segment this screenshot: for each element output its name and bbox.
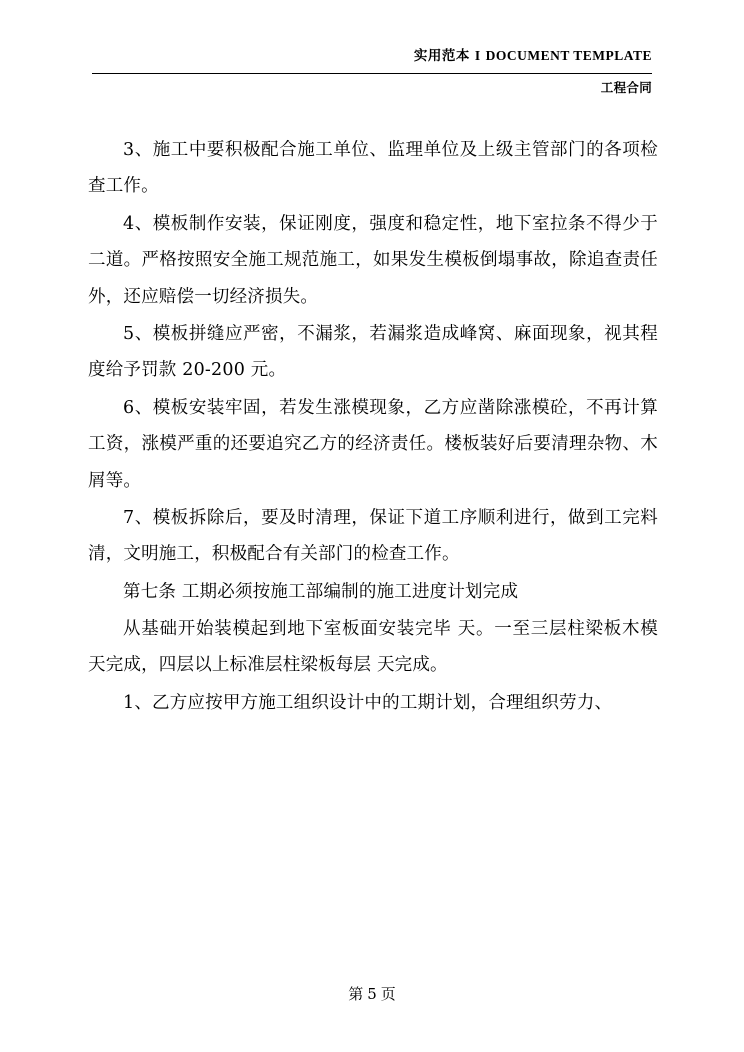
header-subtitle: 工程合同 — [600, 80, 652, 95]
paragraph-section-heading: 第七条 工期必须按施工部编制的施工进度计划完成 — [123, 581, 519, 602]
paragraph: 从基础开始装模起到地下室板面安装完毕 天。一至三层柱梁板木模 天完成，四层以上标准层柱梁板每层 天完成。 — [88, 619, 658, 676]
paragraph: 7、模板拆除后，要及时清理，保证下道工序顺利进行，做到工完料清，文明施工，积极配合有关部门的检查工作。 — [88, 507, 658, 565]
page-header — [92, 48, 652, 64]
paragraph: 3、施工中要积极配合施工单位、监理单位及上级主管部门的各项检查工作。 — [88, 140, 658, 197]
footer-suffix: 页 — [380, 985, 396, 1003]
header-brand-cn: 实用范本 — [413, 48, 470, 64]
footer-prefix: 第 — [348, 985, 364, 1003]
paragraph: 6、模板安装牢固，若发生涨模现象，乙方应凿除涨模砼，不再计算工资，涨模严重的还要追究乙方的经济责任。楼板装好后要清理杂物、木屑等。 — [88, 397, 658, 491]
paragraph: 5、模板拼缝应严密，不漏浆，若漏浆造成峰窝、麻面现象，视其程度给予罚款 20-200 元。 — [88, 323, 658, 381]
header-divider — [92, 73, 652, 74]
paragraph: 1、乙方应按甲方施工组织设计中的工期计划，合理组织劳力、 — [123, 692, 613, 713]
page-number: 5 — [367, 985, 377, 1003]
document-body — [88, 132, 658, 722]
header-separator: I — [474, 48, 481, 63]
header-brand-line — [92, 48, 652, 64]
header-brand-en: DOCUMENT TEMPLATE — [485, 48, 652, 63]
page-footer — [0, 983, 744, 1004]
paragraph: 4、模板制作安装，保证刚度，强度和稳定性，地下室拉条不得少于二道。严格按照安全施工规范施工，如果发生模板倒塌事故，除追查责任外，还应赔偿一切经济损失。 — [88, 213, 658, 307]
